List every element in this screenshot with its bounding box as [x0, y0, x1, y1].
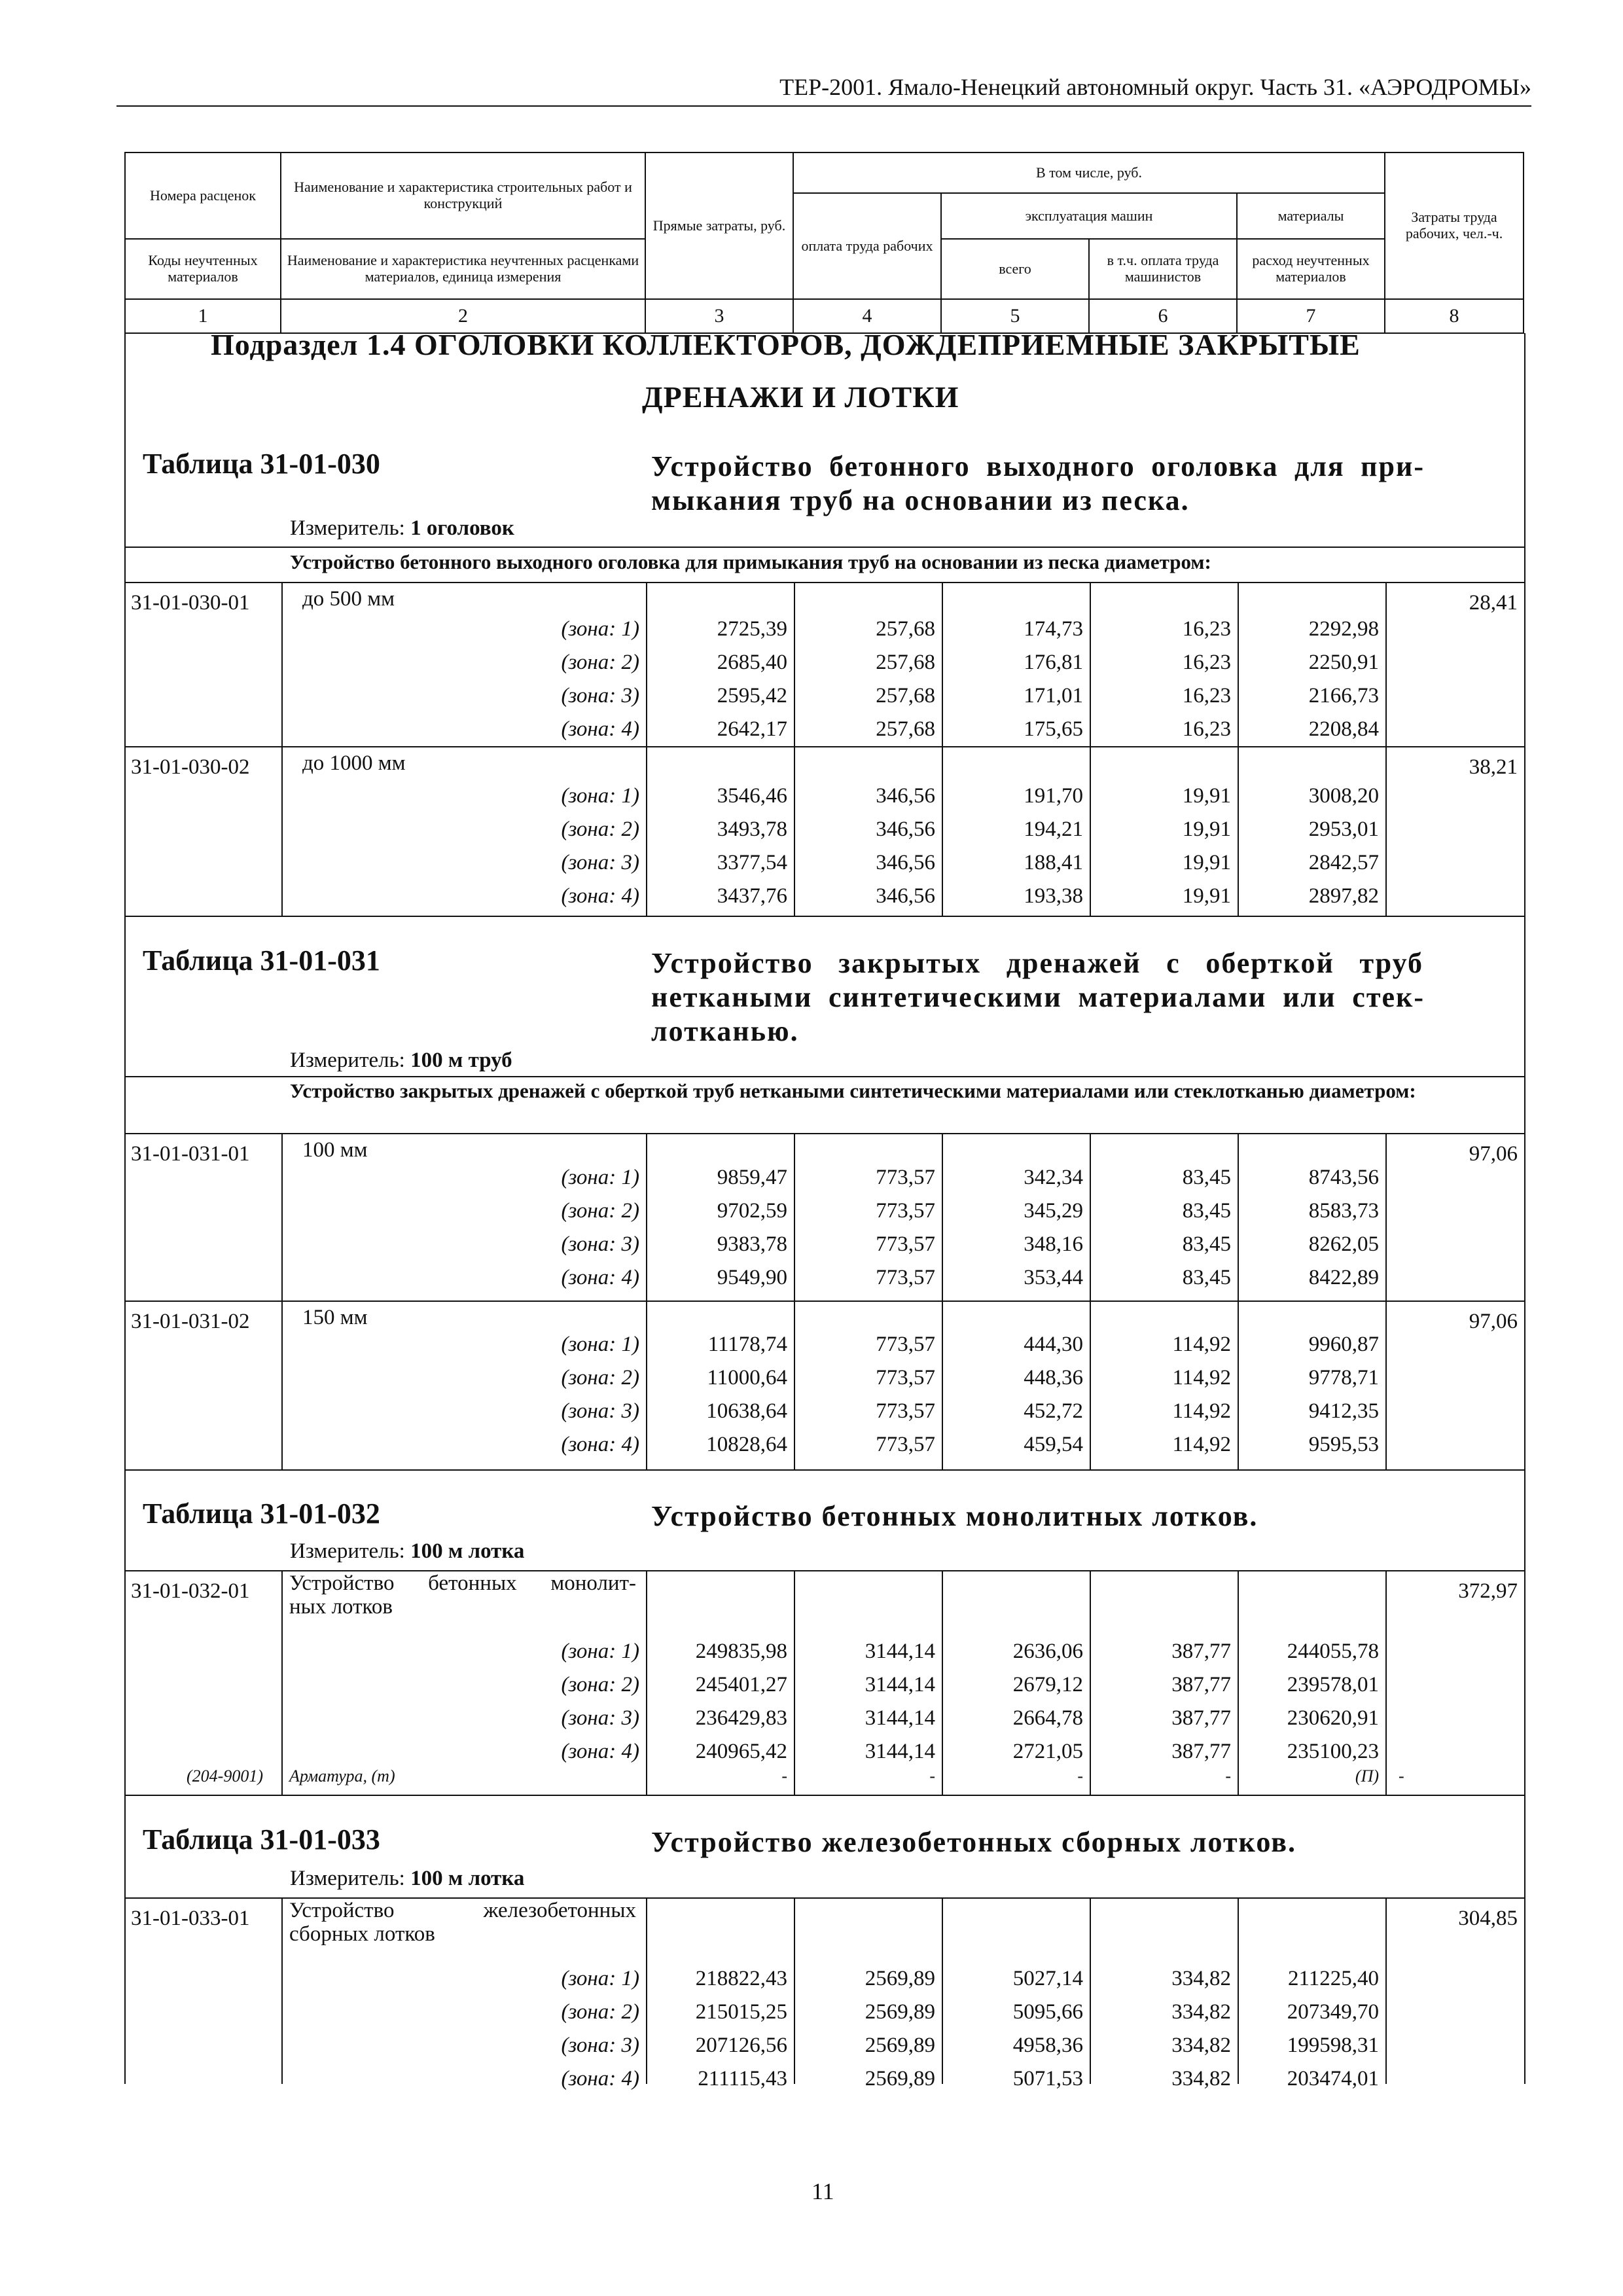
rate-31-01-030-01-zone-3-col-4: 257,68 — [876, 684, 935, 708]
rate-31-01-033-01-zone-1-col-7: 211225,40 — [1287, 1967, 1379, 1990]
rate-31-01-030-01-zone-3-col-3: 2595,42 — [717, 684, 787, 708]
rate-31-01-033-01-zone-label: (зона: 2) — [561, 2000, 639, 2024]
rate-31-01-031-02-zone-2-col-6: 114,92 — [1172, 1366, 1231, 1390]
rate-31-01-031-01-zone-3-col-7: 8262,05 — [1308, 1232, 1379, 1256]
rate-31-01-032-01-name-line2: ных лотков — [289, 1595, 393, 1619]
rate-31-01-030-01-zone-1-col-4: 257,68 — [876, 617, 935, 641]
column-divider — [1090, 746, 1091, 916]
rate-31-01-030-02-code: 31-01-030-02 — [131, 755, 250, 779]
rate-31-01-031-02-zone-4-col-6: 114,92 — [1172, 1433, 1231, 1456]
rate-31-01-031-02-zone-3-col-5: 452,72 — [1024, 1399, 1083, 1423]
rate-31-01-031-01-zone-label: (зона: 2) — [561, 1199, 639, 1223]
rate-31-01-030-02-zone-1-col-3: 3546,46 — [717, 784, 787, 808]
rate-31-01-030-02-zone-2-col-5: 194,21 — [1024, 817, 1083, 841]
rate-31-01-033-01-zone-2-col-4: 2569,89 — [865, 2000, 935, 2024]
rate-31-01-031-02-zone-label: (зона: 4) — [561, 1433, 639, 1456]
rate-31-01-030-01-zone-2-col-7: 2250,91 — [1308, 651, 1379, 674]
rate-31-01-031-01-zone-2-col-5: 345,29 — [1024, 1199, 1083, 1223]
rate-row-divider — [126, 1300, 1524, 1302]
table-031-measure: Измеритель: 100 м труб — [290, 1049, 512, 1072]
subtitle-top-divider — [126, 1076, 1524, 1077]
rate-31-01-031-02-zone-4-col-5: 459,54 — [1024, 1433, 1083, 1456]
rate-31-01-033-01-zone-2-col-7: 207349,70 — [1287, 2000, 1379, 2024]
rate-31-01-030-02-zone-3-col-4: 346,56 — [876, 851, 935, 874]
table-031-name: Таблица 31-01-031 — [143, 944, 380, 977]
rate-31-01-032-01-zone-2-col-5: 2679,12 — [1012, 1673, 1083, 1696]
column-divider — [794, 1133, 795, 1300]
rate-31-01-032-01-zone-3-col-4: 3144,14 — [865, 1706, 935, 1730]
column-divider — [646, 746, 647, 916]
rate-31-01-030-01-zone-1-col-3: 2725,39 — [717, 617, 787, 641]
rate-31-01-030-01-zone-1-col-5: 174,73 — [1024, 617, 1083, 641]
rate-31-01-031-01-zone-1-col-3: 9859,47 — [717, 1166, 787, 1189]
rate-31-01-030-01-zone-label: (зона: 4) — [561, 717, 639, 741]
table-030-subtitle: Устройство бетонного выходного оголовка для примыкания труб на основании из песка диаметром: — [290, 550, 1211, 573]
rate-31-01-033-01-zone-2-col-6: 334,82 — [1171, 2000, 1231, 2024]
rate-31-01-032-01-zone-label: (зона: 2) — [561, 1673, 639, 1696]
rate-31-01-030-01-zone-3-col-7: 2166,73 — [1308, 684, 1379, 708]
col-wages-header: оплата труда рабочих — [793, 193, 941, 299]
rate-31-01-032-01-zone-3-col-7: 230620,91 — [1287, 1706, 1379, 1730]
rate-31-01-031-01-zone-1-col-6: 83,45 — [1182, 1166, 1231, 1189]
rate-31-01-031-02-zone-label: (зона: 1) — [561, 1333, 639, 1356]
rate-31-01-030-02-zone-3-col-3: 3377,54 — [717, 851, 787, 874]
rate-31-01-033-01-zone-label: (зона: 3) — [561, 2034, 639, 2057]
rate-31-01-031-01-zone-4-col-7: 8422,89 — [1308, 1266, 1379, 1289]
rate-31-01-031-01-zone-1-col-4: 773,57 — [876, 1166, 935, 1189]
rate-31-01-031-02-name: 150 мм — [302, 1306, 368, 1329]
material-value-col-3: - — [781, 1767, 787, 1785]
rate-31-01-030-02-zone-3-col-6: 19,91 — [1182, 851, 1231, 874]
col-number-3: 3 — [645, 299, 793, 333]
rate-31-01-032-01-zone-2-col-6: 387,77 — [1171, 1673, 1231, 1696]
rate-31-01-032-01-zone-4-col-6: 387,77 — [1171, 1740, 1231, 1763]
rate-31-01-030-02-zone-4-col-3: 3437,76 — [717, 884, 787, 908]
table-030-name: Таблица 31-01-030 — [143, 448, 380, 480]
table-032-name: Таблица 31-01-032 — [143, 1498, 380, 1530]
rate-31-01-031-02-zone-2-col-4: 773,57 — [876, 1366, 935, 1390]
column-divider — [281, 746, 283, 916]
rate-31-01-030-02-zone-4-col-7: 2897,82 — [1308, 884, 1379, 908]
column-divider — [281, 582, 283, 746]
rate-31-01-031-01-zone-4-col-3: 9549,90 — [717, 1266, 787, 1289]
col-number-7: 7 — [1237, 299, 1385, 333]
col-material-codes-header: Коды неучтенных материалов — [125, 239, 281, 299]
rate-31-01-031-01-zone-3-col-5: 348,16 — [1024, 1232, 1083, 1256]
column-divider — [1385, 1300, 1387, 1469]
rate-31-01-030-01-zone-2-col-5: 176,81 — [1024, 651, 1083, 674]
table-033-measure: Измеритель: 100 м лотка — [290, 1867, 525, 1890]
rate-31-01-030-02-zone-label: (зона: 2) — [561, 817, 639, 841]
rate-31-01-031-01-zone-label: (зона: 1) — [561, 1166, 639, 1189]
material-value-col-4: - — [929, 1767, 935, 1785]
table-032-title: Устройство бетонных монолитных лотков. — [651, 1500, 1258, 1532]
rate-31-01-031-01-code: 31-01-031-01 — [131, 1142, 250, 1166]
rate-31-01-033-01-code: 31-01-033-01 — [131, 1907, 250, 1930]
rate-31-01-030-02-zone-1-col-5: 191,70 — [1024, 784, 1083, 808]
column-divider — [281, 1133, 283, 1300]
rate-31-01-031-02-zone-label: (зона: 3) — [561, 1399, 639, 1423]
column-divider — [646, 1133, 647, 1300]
rate-31-01-033-01-zone-label: (зона: 1) — [561, 1967, 639, 1990]
column-divider — [942, 746, 943, 916]
rate-31-01-032-01-zone-3-col-6: 387,77 — [1171, 1706, 1231, 1730]
col-number-5: 5 — [941, 299, 1089, 333]
rate-31-01-033-01-zone-label: (зона: 4) — [561, 2067, 639, 2090]
column-divider — [646, 1897, 647, 2084]
rate-31-01-033-01-zone-4-col-3: 211115,43 — [698, 2067, 787, 2090]
rate-31-01-030-01-zone-1-col-7: 2292,98 — [1308, 617, 1379, 641]
rate-31-01-032-01-zone-1-col-4: 3144,14 — [865, 1640, 935, 1663]
rate-31-01-030-02-zone-1-col-6: 19,91 — [1182, 784, 1231, 808]
rate-row-divider — [126, 746, 1524, 747]
rate-31-01-031-02-zone-4-col-4: 773,57 — [876, 1433, 935, 1456]
rate-31-01-030-01-name: до 500 мм — [302, 587, 395, 611]
rate-31-01-030-01-zone-4-col-4: 257,68 — [876, 717, 935, 741]
rate-31-01-031-01-zone-4-col-6: 83,45 — [1182, 1266, 1231, 1289]
table-030-title: Устройство бетонного выходного оголовка для примыкания труб на основании из песка. — [651, 450, 1423, 516]
rate-31-01-031-02-zone-1-col-7: 9960,87 — [1308, 1333, 1379, 1356]
rate-31-01-030-02-name: до 1000 мм — [302, 751, 406, 775]
rate-31-01-030-01-zone-4-col-3: 2642,17 — [717, 717, 787, 741]
rate-31-01-030-02-zone-2-col-3: 3493,78 — [717, 817, 787, 841]
rate-31-01-030-01-zone-2-col-3: 2685,40 — [717, 651, 787, 674]
material-value-col-7: (П) — [1355, 1767, 1379, 1785]
rate-31-01-032-01-zone-4-col-4: 3144,14 — [865, 1740, 935, 1763]
rate-31-01-033-01-name-line2: сборных лотков — [289, 1922, 435, 1946]
rate-31-01-030-01-zone-4-col-5: 175,65 — [1024, 717, 1083, 741]
rate-31-01-031-01-zone-3-col-6: 83,45 — [1182, 1232, 1231, 1256]
column-divider — [281, 1300, 283, 1469]
rate-31-01-032-01-zone-label: (зона: 3) — [561, 1706, 639, 1730]
rate-31-01-032-01-zone-4-col-5: 2721,05 — [1012, 1740, 1083, 1763]
rate-31-01-030-02-labor: 38,21 — [1469, 755, 1518, 779]
col-including-header: В том числе, руб. — [793, 152, 1385, 193]
material-value-col-5: - — [1077, 1767, 1083, 1785]
rate-31-01-030-02-zone-1-col-7: 3008,20 — [1308, 784, 1379, 808]
rate-31-01-031-02-zone-1-col-3: 11178,74 — [707, 1333, 787, 1356]
rate-31-01-031-01-zone-2-col-6: 83,45 — [1182, 1199, 1231, 1223]
rate-31-01-033-01-zone-3-col-6: 334,82 — [1171, 2034, 1231, 2057]
column-divider — [794, 1897, 795, 2084]
rate-31-01-033-01-zone-2-col-3: 215015,25 — [695, 2000, 787, 2024]
rate-31-01-031-02-zone-2-col-7: 9778,71 — [1308, 1366, 1379, 1390]
rate-31-01-032-01-zone-label: (зона: 4) — [561, 1740, 639, 1763]
rate-31-01-033-01-labor: 304,85 — [1458, 1907, 1518, 1930]
page-number: 11 — [812, 2178, 834, 2204]
rate-31-01-031-02-zone-3-col-3: 10638,64 — [706, 1399, 787, 1423]
rate-31-01-030-02-zone-3-col-7: 2842,57 — [1308, 851, 1379, 874]
rate-31-01-031-01-zone-3-col-3: 9383,78 — [717, 1232, 787, 1256]
rate-31-01-031-02-zone-2-col-3: 11000,64 — [707, 1366, 787, 1390]
rate-31-01-033-01-zone-1-col-4: 2569,89 — [865, 1967, 935, 1990]
rate-31-01-031-01-zone-1-col-5: 342,34 — [1024, 1166, 1083, 1189]
rate-31-01-030-02-zone-label: (зона: 1) — [561, 784, 639, 808]
table-033-title: Устройство железобетонных сборных лотков. — [651, 1826, 1296, 1858]
rate-31-01-031-02-code: 31-01-031-02 — [131, 1310, 250, 1333]
rate-31-01-033-01-zone-4-col-5: 5071,53 — [1012, 2067, 1083, 2090]
material-value-col-8: - — [1399, 1767, 1404, 1785]
rate-31-01-030-01-zone-4-col-6: 16,23 — [1182, 717, 1231, 741]
section-title-line1: Подраздел 1.4 ОГОЛОВКИ КОЛЛЕКТОРОВ, ДОЖДЕПРИЕМНЫЕ ЗАКРЫТЫЕ — [211, 328, 1361, 361]
subtitle-top-divider — [126, 547, 1524, 548]
rate-31-01-031-01-zone-4-col-5: 353,44 — [1024, 1266, 1083, 1289]
rate-31-01-031-01-zone-4-col-4: 773,57 — [876, 1266, 935, 1289]
col-materials-header: материалы — [1237, 193, 1385, 239]
rate-31-01-032-01-zone-1-col-5: 2636,06 — [1012, 1640, 1083, 1663]
rate-31-01-031-01-zone-label: (зона: 4) — [561, 1266, 639, 1289]
rate-31-01-031-02-zone-1-col-6: 114,92 — [1172, 1333, 1231, 1356]
rate-31-01-033-01-zone-3-col-7: 199598,31 — [1287, 2034, 1379, 2057]
column-divider — [1090, 1133, 1091, 1300]
table-end-divider — [126, 916, 1524, 917]
column-divider — [1385, 582, 1387, 746]
rate-31-01-033-01-zone-2-col-5: 5095,66 — [1012, 2000, 1083, 2024]
table-031-title: Устройство закрытых дренажей с оберткой труб неткаными синтетическими материалами или стеклотканью. — [651, 947, 1423, 1047]
rate-31-01-031-02-zone-4-col-3: 10828,64 — [706, 1433, 787, 1456]
rate-31-01-031-02-zone-1-col-5: 444,30 — [1024, 1333, 1083, 1356]
rate-31-01-030-02-zone-4-col-6: 19,91 — [1182, 884, 1231, 908]
table-end-divider — [126, 1795, 1524, 1796]
col-machines-total-header: всего — [941, 239, 1089, 299]
rate-31-01-031-02-labor: 97,06 — [1469, 1310, 1518, 1333]
col-number-2: 2 — [281, 299, 645, 333]
column-divider — [1090, 1300, 1091, 1469]
rate-31-01-032-01-zone-1-col-7: 244055,78 — [1287, 1640, 1379, 1663]
col-material-usage-header: расход неучтенных материалов — [1237, 239, 1385, 299]
rate-31-01-031-02-zone-1-col-4: 773,57 — [876, 1333, 935, 1356]
rate-31-01-030-01-zone-label: (зона: 2) — [561, 651, 639, 674]
rate-31-01-032-01-zone-label: (зона: 1) — [561, 1640, 639, 1663]
rate-31-01-033-01-zone-1-col-5: 5027,14 — [1012, 1967, 1083, 1990]
table-header — [124, 152, 1524, 334]
column-divider — [1090, 1897, 1091, 2084]
rate-31-01-033-01-zone-3-col-5: 4958,36 — [1012, 2034, 1083, 2057]
column-divider — [794, 1300, 795, 1469]
table-033-name: Таблица 31-01-033 — [143, 1823, 380, 1856]
rate-31-01-032-01-zone-2-col-3: 245401,27 — [695, 1673, 787, 1696]
rate-31-01-031-01-zone-2-col-7: 8583,73 — [1308, 1199, 1379, 1223]
column-divider — [942, 1897, 943, 2084]
rate-31-01-030-02-zone-3-col-5: 188,41 — [1024, 851, 1083, 874]
rate-31-01-033-01-zone-4-col-4: 2569,89 — [865, 2067, 935, 2090]
col-number-4: 4 — [793, 299, 941, 333]
rate-31-01-031-01-name: 100 мм — [302, 1138, 368, 1162]
column-divider — [942, 1570, 943, 1795]
material-code: (204-9001) — [187, 1767, 263, 1785]
rate-31-01-031-02-zone-3-col-4: 773,57 — [876, 1399, 935, 1423]
rate-31-01-030-01-zone-2-col-6: 16,23 — [1182, 651, 1231, 674]
column-divider — [1385, 746, 1387, 916]
column-divider — [1385, 1897, 1387, 2084]
column-divider — [942, 582, 943, 746]
rate-31-01-030-02-zone-2-col-4: 346,56 — [876, 817, 935, 841]
column-divider — [646, 1570, 647, 1795]
rate-31-01-030-02-zone-label: (зона: 3) — [561, 851, 639, 874]
rate-31-01-033-01-zone-4-col-7: 203474,01 — [1287, 2067, 1379, 2090]
table-body — [124, 328, 1525, 2090]
col-number-6: 6 — [1089, 299, 1237, 333]
rate-31-01-030-01-zone-2-col-4: 257,68 — [876, 651, 935, 674]
rate-31-01-030-01-zone-1-col-6: 16,23 — [1182, 617, 1231, 641]
column-divider — [1238, 1133, 1239, 1300]
table-032-measure: Измеритель: 100 м лотка — [290, 1539, 525, 1563]
rate-31-01-030-02-zone-4-col-4: 346,56 — [876, 884, 935, 908]
column-divider — [1090, 582, 1091, 746]
rate-row-divider — [126, 582, 1524, 583]
column-divider — [1385, 1570, 1387, 1795]
rate-31-01-033-01-zone-1-col-3: 218822,43 — [695, 1967, 787, 1990]
rate-31-01-032-01-zone-3-col-3: 236429,83 — [695, 1706, 787, 1730]
rate-31-01-033-01-name-line1: Устройство железобетонных — [289, 1899, 636, 1922]
rate-31-01-031-02-zone-4-col-7: 9595,53 — [1308, 1433, 1379, 1456]
rate-31-01-031-02-zone-2-col-5: 448,36 — [1024, 1366, 1083, 1390]
table-030-measure: Измеритель: 1 оголовок — [290, 516, 514, 540]
rate-31-01-033-01-zone-3-col-4: 2569,89 — [865, 2034, 935, 2057]
rate-31-01-032-01-zone-1-col-6: 387,77 — [1171, 1640, 1231, 1663]
rate-31-01-030-01-code: 31-01-030-01 — [131, 591, 250, 615]
rate-31-01-031-01-zone-1-col-7: 8743,56 — [1308, 1166, 1379, 1189]
rate-31-01-032-01-zone-4-col-3: 240965,42 — [695, 1740, 787, 1763]
rate-31-01-032-01-zone-2-col-7: 239578,01 — [1287, 1673, 1379, 1696]
column-divider — [942, 1133, 943, 1300]
rate-31-01-030-02-zone-2-col-7: 2953,01 — [1308, 817, 1379, 841]
column-divider — [1238, 1570, 1239, 1795]
rate-31-01-032-01-zone-1-col-3: 249835,98 — [695, 1640, 787, 1663]
rate-31-01-032-01-zone-3-col-5: 2664,78 — [1012, 1706, 1083, 1730]
rate-31-01-031-01-zone-2-col-4: 773,57 — [876, 1199, 935, 1223]
column-divider — [794, 582, 795, 746]
column-divider — [646, 1300, 647, 1469]
material-value-col-6: - — [1225, 1767, 1231, 1785]
column-divider — [1238, 746, 1239, 916]
running-header: ТЕР-2001. Ямало-Ненецкий автономный округ. Часть 31. «АЭРОДРОМЫ» — [779, 74, 1531, 100]
header-rule — [116, 105, 1531, 107]
rate-31-01-031-02-zone-3-col-7: 9412,35 — [1308, 1399, 1379, 1423]
rate-31-01-033-01-zone-1-col-6: 334,82 — [1171, 1967, 1231, 1990]
rate-31-01-032-01-labor: 372,97 — [1458, 1579, 1518, 1603]
column-divider — [794, 746, 795, 916]
column-divider — [1238, 1300, 1239, 1469]
rate-31-01-030-02-zone-1-col-4: 346,56 — [876, 784, 935, 808]
material-name: Арматура, (т) — [289, 1767, 395, 1785]
col-labor-costs-header: Затраты труда рабочих, чел.-ч. — [1385, 152, 1524, 299]
rate-31-01-030-02-zone-label: (зона: 4) — [561, 884, 639, 908]
column-divider — [1238, 582, 1239, 746]
rate-31-01-031-02-zone-3-col-6: 114,92 — [1172, 1399, 1231, 1423]
rate-31-01-031-01-zone-2-col-3: 9702,59 — [717, 1199, 787, 1223]
rate-row-divider — [126, 1133, 1524, 1134]
rate-31-01-030-01-labor: 28,41 — [1469, 591, 1518, 615]
rate-31-01-033-01-zone-3-col-3: 207126,56 — [695, 2034, 787, 2057]
rate-31-01-032-01-code: 31-01-032-01 — [131, 1579, 250, 1603]
rate-31-01-030-01-zone-4-col-7: 2208,84 — [1308, 717, 1379, 741]
col-work-name-header: Наименование и характеристика строительных работ и конструкций — [281, 152, 645, 239]
rate-31-01-032-01-name-line1: Устройство бетонных монолит- — [289, 1571, 636, 1595]
col-number-1: 1 — [125, 299, 281, 333]
column-divider — [281, 1570, 283, 1795]
column-divider — [1238, 1897, 1239, 2084]
column-divider — [794, 1570, 795, 1795]
rate-31-01-030-02-zone-4-col-5: 193,38 — [1024, 884, 1083, 908]
section-title-line2: ДРЕНАЖИ И ЛОТКИ — [642, 380, 959, 414]
rate-31-01-031-01-zone-label: (зона: 3) — [561, 1232, 639, 1256]
rate-31-01-032-01-zone-2-col-4: 3144,14 — [865, 1673, 935, 1696]
column-divider — [281, 1897, 283, 2084]
rate-31-01-032-01-zone-4-col-7: 235100,23 — [1287, 1740, 1379, 1763]
column-divider — [1090, 1570, 1091, 1795]
column-divider — [1385, 1133, 1387, 1300]
table-031-subtitle: Устройство закрытых дренажей с оберткой труб неткаными синтетическими материалами или стеклотканью диаметром: — [290, 1079, 1416, 1102]
column-divider — [646, 582, 647, 746]
rate-31-01-030-01-zone-label: (зона: 1) — [561, 617, 639, 641]
rate-31-01-030-02-zone-2-col-6: 19,91 — [1182, 817, 1231, 841]
col-machinist-wages-header: в т.ч. оплата труда машинистов — [1089, 239, 1237, 299]
col-number-8: 8 — [1385, 299, 1524, 333]
table-end-divider — [126, 1469, 1524, 1471]
column-divider — [942, 1300, 943, 1469]
rate-31-01-030-01-zone-3-col-5: 171,01 — [1024, 684, 1083, 708]
rate-31-01-031-01-labor: 97,06 — [1469, 1142, 1518, 1166]
rate-31-01-031-02-zone-label: (зона: 2) — [561, 1366, 639, 1390]
col-machines-header: эксплуатация машин — [941, 193, 1237, 239]
rate-31-01-031-01-zone-3-col-4: 773,57 — [876, 1232, 935, 1256]
col-rate-numbers-header: Номера расценок — [125, 152, 281, 239]
rate-31-01-030-01-zone-label: (зона: 3) — [561, 684, 639, 708]
col-direct-costs-header: Прямые затраты, руб. — [645, 152, 793, 299]
rate-31-01-033-01-zone-4-col-6: 334,82 — [1171, 2067, 1231, 2090]
rate-31-01-030-01-zone-3-col-6: 16,23 — [1182, 684, 1231, 708]
col-material-names-header: Наименование и характеристика неучтенных расценками материалов, единица измерения — [281, 239, 645, 299]
